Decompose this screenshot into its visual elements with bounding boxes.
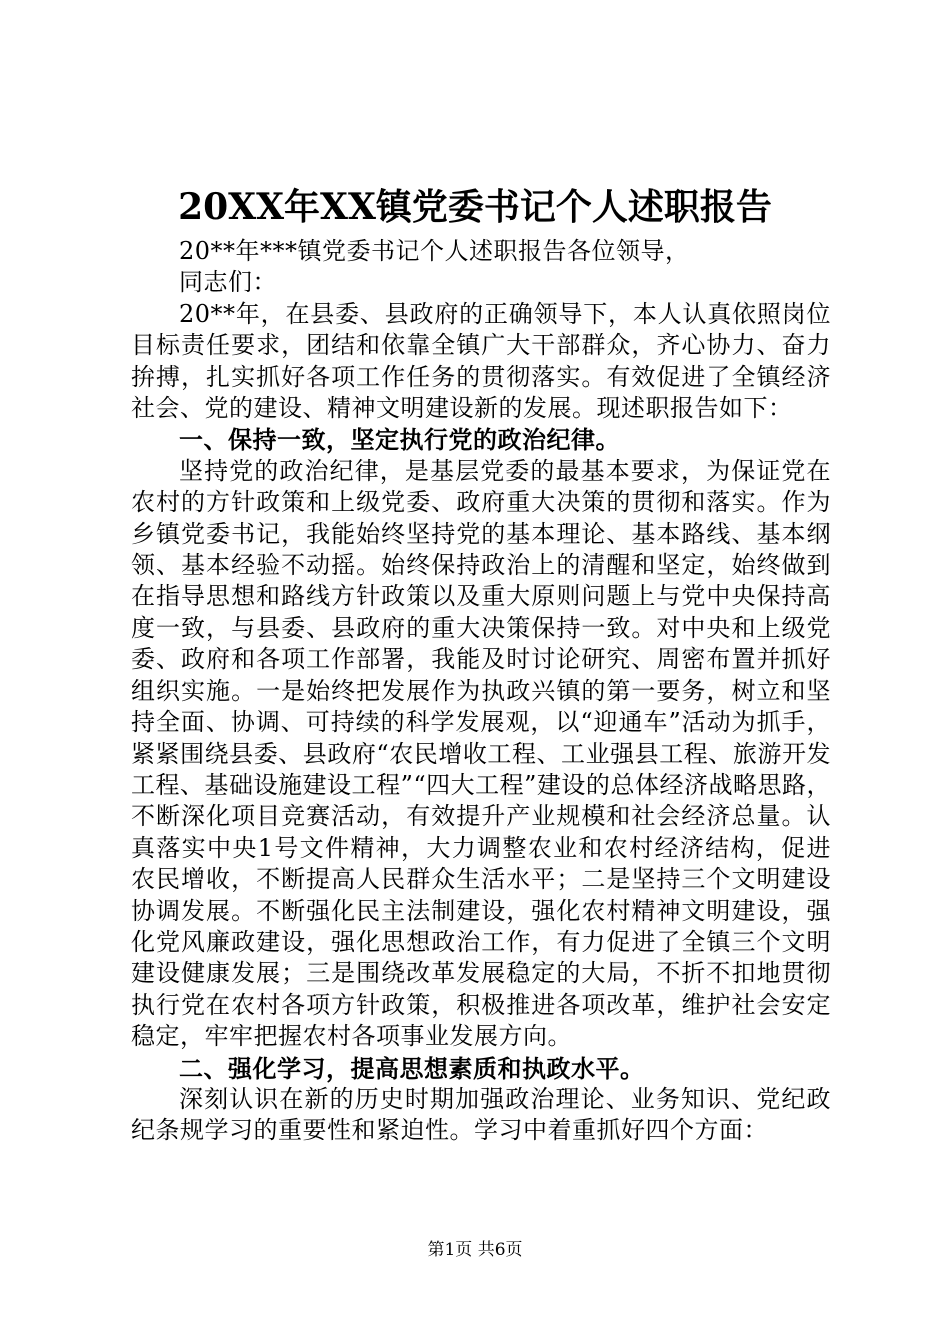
document-body: [131, 236, 831, 1147]
section-heading: 二、强化学习，提高思想素质和执政水平。: [179, 1053, 645, 1083]
body-paragraph: 坚持党的政治纪律，是基层党委的最基本要求，为保证党在农村的方针政策和上级党委、政府重大决策的贯彻和落实。作为乡镇党委书记，我能始终坚持党的基本理论、基本路线、基本纲领、基本经验不动摇。始终保持政治上的清醒和坚定，始终做到在指导思想和路线方针政策以及重大原则问题上与党中央保持高度一致，与县委、县政府的重大决策保持一致。对中央和上级党委、政府和各项工作部署，我能及时讨论研究、周密布置并抓好组织实施。一是始终把发展作为执政兴镇的第一要务，树立和坚持全面、协调、可持续的科学发展观，以“迎通车”活动为抓手，紧紧围绕县委、县政府“农民增收工程、工业强县工程、旅游开发工程、基础设施建设工程”“四大工程”建设的总体经济战略思路，不断深化项目竞赛活动，有效提升产业规模和社会经济总量。认真落实中央1号文件精神，大力调整农业和农村经济结构，促进农民增收，不断提高人民群众生活水平；二是坚持三个文明建设协调发展。不断强化民主法制建设，强化农村精神文明建设，强化党风廉政建设，强化思想政治工作，有力促进了全镇三个文明建设健康发展；三是围绕改革发展稳定的大局，不折不扣地贯彻执行党在农村各项方针政策，积极推进各项改革，维护社会安定稳定，牢牢把握农村各项事业发展方向。: [131, 456, 831, 1051]
body-paragraph: 20**年，在县委、县政府的正确领导下，本人认真依照岗位目标责任要求，团结和依靠全镇广大干部群众，齐心协力、奋力拚搏，扎实抓好各项工作任务的贯彻落实。有效促进了全镇经济社会、党的建设、精神文明建设新的发展。现述职报告如下：: [131, 299, 831, 423]
body-paragraph: 深刻认识在新的历史时期加强政治理论、业务知识、党纪政纪条规学习的重要性和紧迫性。学习中着重抓好四个方面：: [131, 1084, 831, 1145]
section-heading: 一、保持一致，坚定执行党的政治纪律。: [179, 425, 620, 455]
document-title: 20XX年XX镇党委书记个人述职报告: [178, 186, 772, 228]
salutation-line: 20**年***镇党委书记个人述职报告各位领导，: [179, 237, 690, 265]
salutation-line: 同志们：: [179, 268, 277, 297]
page-number-footer: 第1页 共6页: [427, 1240, 523, 1260]
